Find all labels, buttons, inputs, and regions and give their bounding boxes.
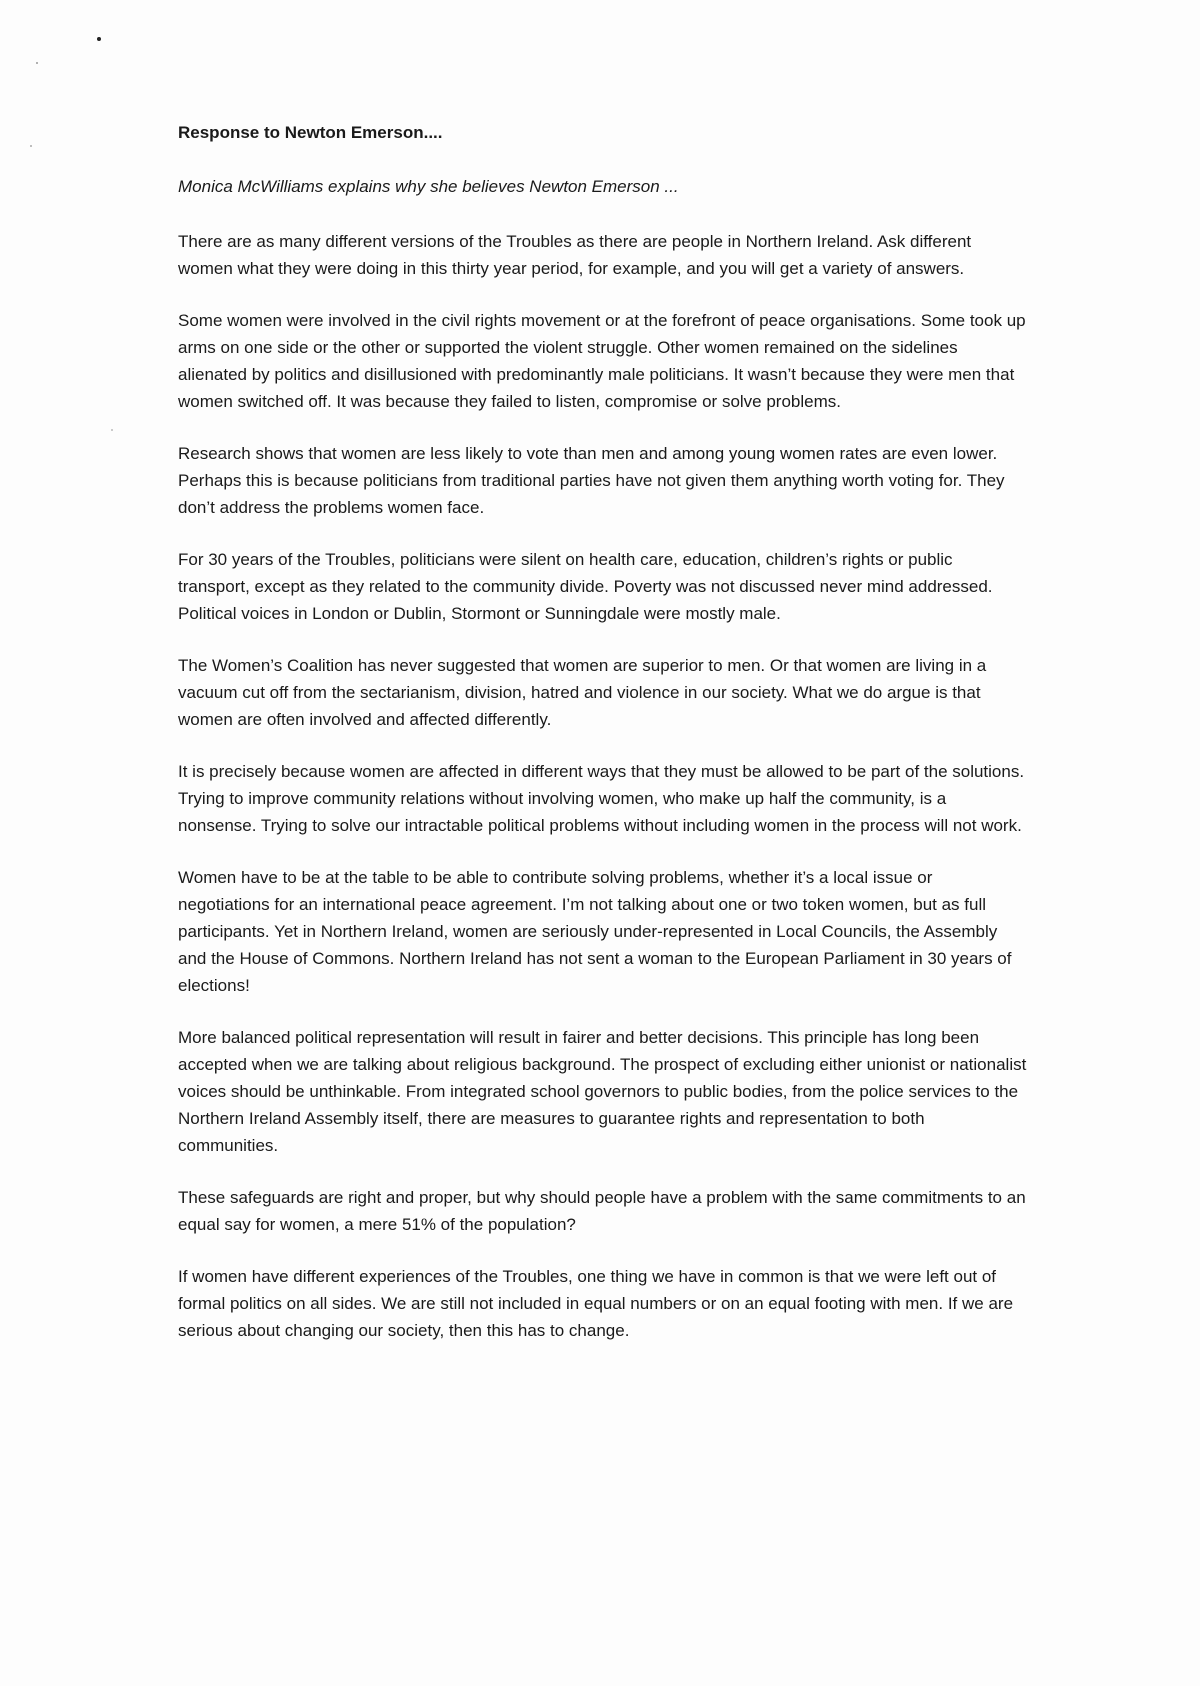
paragraph: These safeguards are right and proper, but why should people have a problem with the same commitments to an equal say for women, a mere 51% of the population? bbox=[178, 1188, 1026, 1234]
paragraph: For 30 years of the Troubles, politicians were silent on health care, education, children’s rights or public transport, except as they related to the community divide. Poverty was not discussed never mind addressed. Political voices in London or Dublin, Stormont or Sunningdale were mostly male. bbox=[178, 550, 993, 623]
scan-speck bbox=[111, 429, 113, 431]
document-title: Response to Newton Emerson.... bbox=[178, 123, 443, 142]
scan-speck bbox=[36, 62, 38, 64]
paragraph: More balanced political representation will result in fairer and better decisions. This principle has long been accepted when we are talking about religious background. The prospect of excluding either unionist or nationalist voices should be unthinkable. From integrated school governors to public bodies, from the police services to the Northern Ireland Assembly itself, there are measures to guarantee rights and representation to both communities. bbox=[178, 1028, 1027, 1155]
paragraph: It is precisely because women are affected in different ways that they must be allowed to be part of the solutions. Trying to improve community relations without involving women, who make up half the community, is a nonsense. Trying to solve our intractable political problems without including women in the process will not work. bbox=[178, 762, 1025, 835]
scan-speck bbox=[30, 145, 32, 147]
paragraph: The Women’s Coalition has never suggested that women are superior to men. Or that women are living in a vacuum cut off from the sectarianism, division, hatred and violence in our society. What we do argue is that women are often involved and affected differently. bbox=[178, 656, 987, 729]
document-body bbox=[178, 120, 1028, 1369]
paragraph: If women have different experiences of the Troubles, one thing we have in common is that we were left out of formal politics on all sides. We are still not included in equal numbers or on an equal footing with men. If we are serious about changing our society, then this has to change. bbox=[178, 1267, 1014, 1340]
paragraph: Some women were involved in the civil rights movement or at the forefront of peace organisations. Some took up arms on one side or the other or supported the violent struggle. Other women remained on the sidelines alienated by politics and disillusioned with predominantly male politicians. It wasn’t because they were men that women switched off. It was because they failed to listen, compromise or solve problems. bbox=[178, 311, 1026, 411]
scan-speck bbox=[97, 37, 101, 41]
paragraph: Research shows that women are less likely to vote than men and among young women rates are even lower. Perhaps this is because politicians from traditional parties have not given them anything worth voting for. They don’t address the problems women face. bbox=[178, 444, 1005, 517]
document-subtitle: Monica McWilliams explains why she believes Newton Emerson ... bbox=[178, 177, 679, 196]
paragraph: Women have to be at the table to be able to contribute solving problems, whether it’s a local issue or negotiations for an international peace agreement. I’m not talking about one or two token women, but as full participants. Yet in Northern Ireland, women are seriously under-represented in Local Councils, the Assembly and the House of Commons. Northern Ireland has not sent a woman to the European Parliament in 30 years of elections! bbox=[178, 868, 1012, 995]
paragraph: There are as many different versions of the Troubles as there are people in Northern Ireland. Ask different women what they were doing in this thirty year period, for example, and you will get a variety of answers. bbox=[178, 232, 972, 278]
